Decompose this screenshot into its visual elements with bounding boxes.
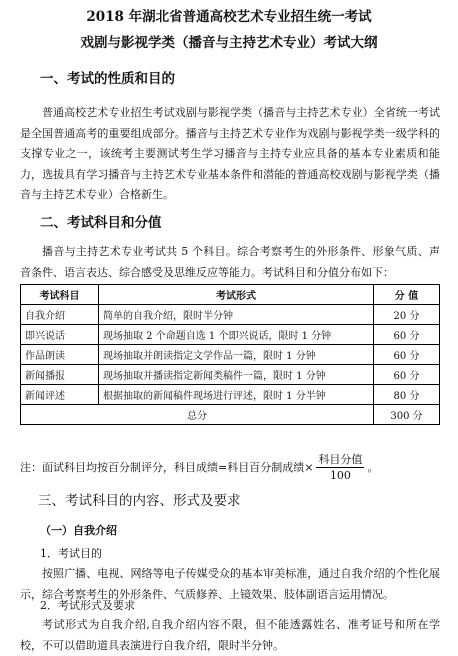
fraction-denominator: 100 — [329, 469, 351, 482]
total-label-cell: 总分 — [21, 405, 374, 425]
subject-cell: 作品朗读 — [21, 345, 99, 365]
section-3-subheading: （一）自我介绍 — [40, 524, 117, 537]
table-total-row — [21, 405, 440, 425]
column-header-form: 考试形式 — [99, 285, 374, 305]
document-title-line-2: 戏剧与影视学类（播音与主持艺术专业）考试大纲 — [80, 35, 378, 51]
form-cell: 现场抽取并朗读指定文学作品一篇，限时 1 分钟 — [99, 345, 374, 365]
form-cell: 简单的自我介绍，限时半分钟 — [99, 305, 374, 325]
subject-cell: 新闻播报 — [21, 365, 99, 385]
item-2-paragraph — [20, 615, 440, 656]
subject-cell: 新闻评述 — [21, 385, 99, 405]
form-cell: 根据抽取的新闻稿件现场进行评述，限时 1 分半钟 — [99, 385, 374, 405]
score-table-header-row — [21, 285, 440, 305]
note-prefix: 注：面试科目均按百分制评分，科目成绩=科目百分制成绩× — [20, 460, 314, 474]
column-header-score: 分 值 — [374, 285, 440, 305]
item-1-text: 按照广播、电视、网络等电子传媒受众的基本审美标准，通过自我介绍的个性化展示，综合考察考生的外形条件、气质修养、上镜效果、肢体副语言运用情况。 — [20, 567, 440, 601]
section-1-paragraph — [20, 103, 440, 206]
section-2-text: 播音与主持艺术专业考试共 5 个科目。综合考察考生的外形条件、形象气质、声音条件、语言表达、综合感受及思维反应等能力。考试科目和分值分布如下： — [20, 245, 440, 279]
table-row — [21, 305, 440, 325]
fraction-numerator: 科目分值 — [318, 453, 363, 466]
score-cell: 60 分 — [374, 325, 440, 345]
column-header-subject: 考试科目 — [21, 285, 99, 305]
section-3-heading: 三、考试科目的内容、形式及要求 — [38, 493, 241, 509]
document-title-line-1: 2018 年湖北省普通高校艺术专业招生统一考试 — [86, 9, 372, 25]
score-fraction — [316, 452, 364, 483]
form-cell: 现场抽取 2 个命题自选 1 个即兴说话，限时 1 分钟 — [99, 325, 374, 345]
subject-cell: 即兴说话 — [21, 325, 99, 345]
score-cell: 20 分 — [374, 305, 440, 325]
item-1-title: 1．考试目的 — [40, 547, 102, 560]
item-2-text: 考试形式为自我介绍,自我介绍内容不限，但不能透露姓名、准考证号和所在学校，不可以借助道具表演进行自我介绍，限时半分钟。 — [20, 618, 440, 652]
section-2-paragraph — [20, 242, 440, 283]
section-1-text: 普通高校艺术专业招生考试戏剧与影视学类（播音与主持艺术专业）全省统一考试是全国普通高考的重要组成部分。播音与主持艺术专业作为戏剧与影视学类一级学科的支撑专业之一，该统考主要测试考生学习播音与主持专业应具备的基本专业素质和能力，选拔具有学习播音与主持艺术专业基本条件和潜能的普通高校戏剧与影视学类（播音与主持艺术专业）合格新生。 — [20, 106, 440, 202]
section-2-heading: 二、考试科目和分值 — [40, 215, 162, 231]
score-cell: 80 分 — [374, 385, 440, 405]
score-cell: 60 分 — [374, 345, 440, 365]
form-cell: 现场抽取并播读指定新闻类稿件一篇，限时 1 分钟 — [99, 365, 374, 385]
table-row — [21, 325, 440, 345]
note-suffix: 。 — [367, 460, 379, 474]
score-table — [20, 284, 440, 425]
scoring-note — [20, 452, 378, 483]
table-row — [21, 345, 440, 365]
section-1-heading: 一、考试的性质和目的 — [40, 71, 175, 87]
subject-cell: 自我介绍 — [21, 305, 99, 325]
score-cell: 60 分 — [374, 365, 440, 385]
table-row — [21, 365, 440, 385]
total-score-cell: 300 分 — [374, 405, 440, 425]
table-row — [21, 385, 440, 405]
item-2-title: 2．考试形式及要求 — [40, 599, 135, 612]
